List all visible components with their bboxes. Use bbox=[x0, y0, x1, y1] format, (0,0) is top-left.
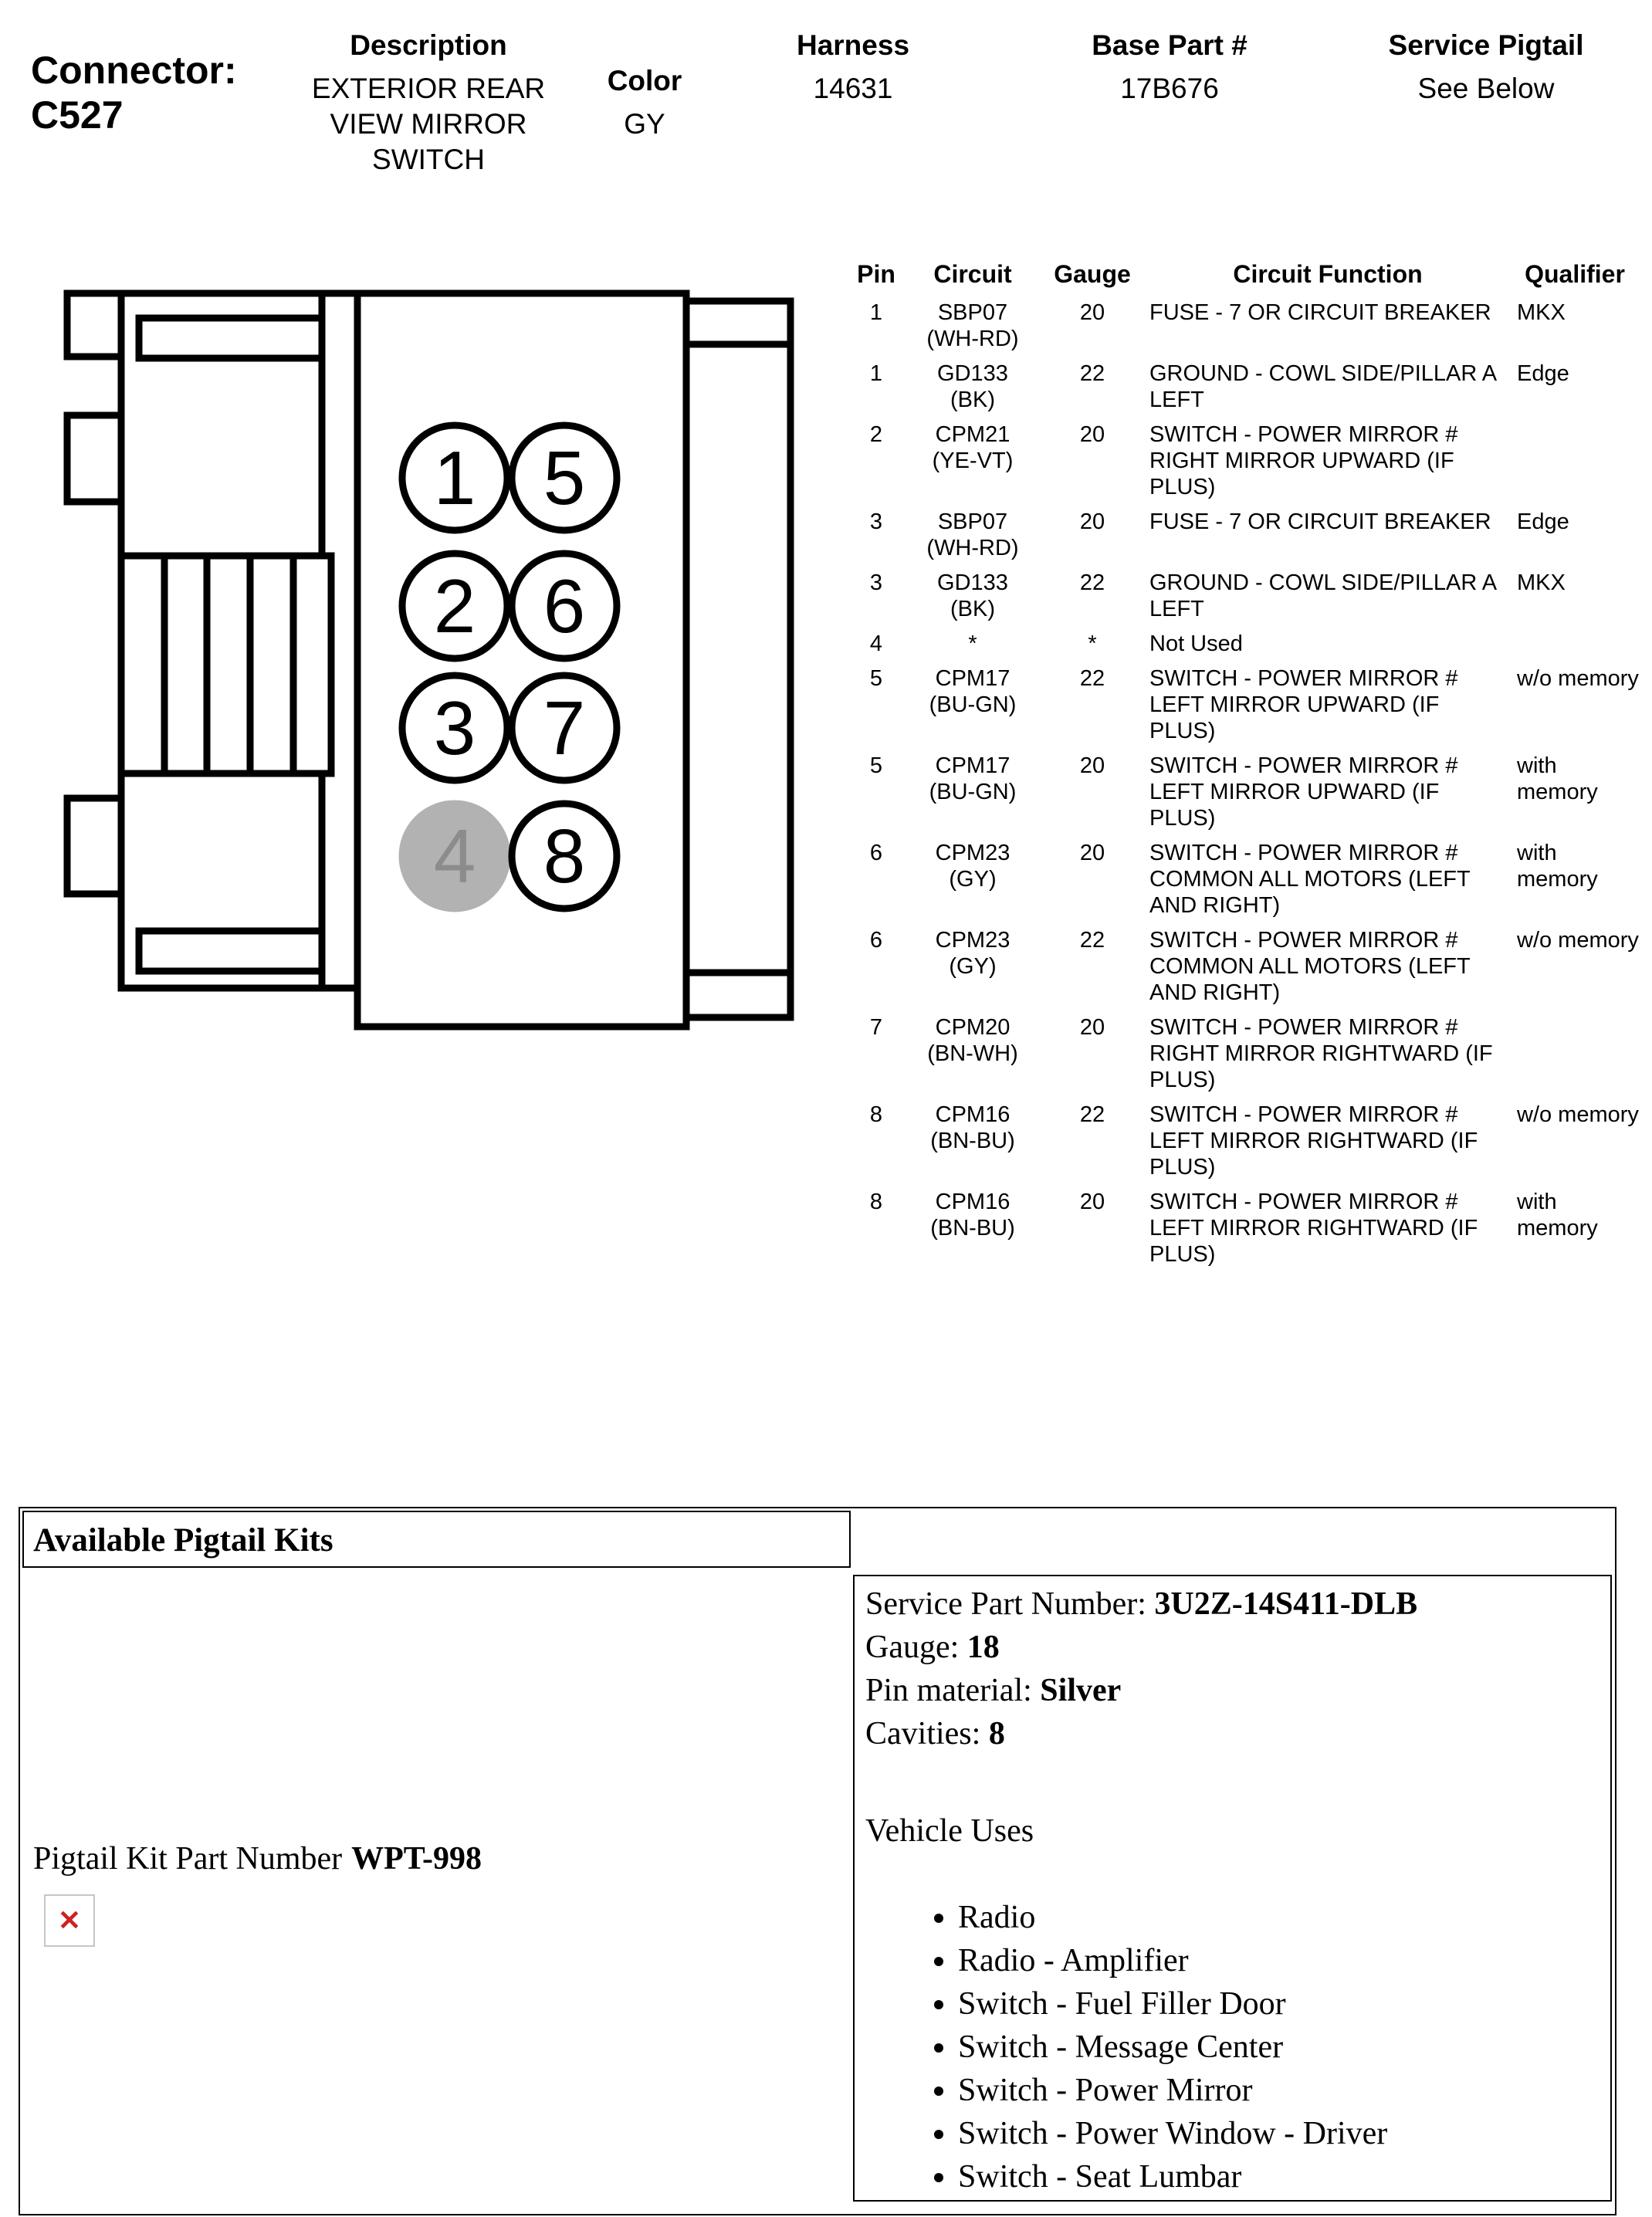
vehicle-use-item: • Radio - Amplifier bbox=[958, 1939, 1600, 1982]
pin-table bbox=[845, 261, 1652, 1276]
detail-label: Pin material: bbox=[865, 1673, 1041, 1708]
pigtail-detail-line bbox=[865, 1712, 1600, 1755]
circuit-color: (BK) bbox=[950, 597, 995, 621]
cell-pin: 6 bbox=[869, 928, 883, 953]
circuit-code: * bbox=[968, 631, 977, 656]
cell-circuit bbox=[907, 421, 1038, 500]
base-part-label: Base Part # bbox=[1092, 29, 1247, 61]
cell-pin: 2 bbox=[869, 422, 883, 447]
detail-label: Service Part Number: bbox=[865, 1586, 1155, 1622]
cell-qualifier: MKX bbox=[1517, 300, 1566, 325]
cell-qualifier: with memory bbox=[1517, 841, 1598, 892]
connector-right-cap bbox=[686, 301, 790, 1017]
header-col-color bbox=[594, 65, 695, 142]
pin-table-row bbox=[845, 1189, 1652, 1268]
cell-gauge: 20 bbox=[1079, 300, 1105, 325]
cell-circuit bbox=[907, 753, 1038, 831]
cell-circuit-function: GROUND - COWL SIDE/PILLAR A LEFT bbox=[1149, 570, 1496, 621]
circuit-color: (BU-GN) bbox=[929, 780, 1017, 804]
cell-circuit-function: SWITCH - POWER MIRROR # COMMON ALL MOTORS (LEFT AND RIGHT) bbox=[1149, 841, 1471, 918]
available-pigtail-kits-table bbox=[19, 1507, 1616, 2215]
connector-pin-number-6: 6 bbox=[543, 564, 586, 648]
circuit-code: SBP07 bbox=[937, 300, 1008, 325]
circuit-color: (BN-WH) bbox=[927, 1041, 1018, 1066]
vehicle-use-item: • Switch - Power Window - Driver bbox=[958, 2112, 1600, 2155]
cell-qualifier bbox=[1509, 421, 1640, 500]
cell-pin: 4 bbox=[869, 631, 883, 656]
circuit-code: CPM17 bbox=[935, 753, 1010, 778]
pigtail-kit-label: Pigtail Kit Part Number bbox=[33, 1841, 343, 1877]
pin-table-row bbox=[845, 360, 1652, 413]
detail-label: Cavities: bbox=[865, 1716, 989, 1752]
detail-value: 8 bbox=[988, 1716, 1005, 1752]
circuit-color: (BU-GN) bbox=[929, 692, 1017, 717]
cell-gauge: 22 bbox=[1079, 361, 1105, 386]
connector-pin-number-5: 5 bbox=[543, 435, 586, 520]
header-qualifier: Qualifier bbox=[1525, 260, 1625, 288]
broken-image-icon bbox=[44, 1894, 95, 1947]
connector-id: C527 bbox=[31, 93, 124, 137]
cell-circuit bbox=[907, 840, 1038, 919]
connector-label: Connector: bbox=[31, 49, 237, 92]
circuit-code: CPM21 bbox=[935, 422, 1010, 447]
pin-table-row bbox=[845, 509, 1652, 561]
circuit-code: CPM17 bbox=[935, 666, 1010, 691]
pigtail-detail-line bbox=[865, 1582, 1600, 1626]
description-value: EXTERIOR REAR VIEW MIRROR SWITCH bbox=[311, 73, 546, 175]
cell-circuit bbox=[907, 631, 1038, 657]
cell-circuit-function: GROUND - COWL SIDE/PILLAR A LEFT bbox=[1149, 361, 1496, 412]
cell-circuit bbox=[907, 360, 1038, 413]
cell-gauge: 22 bbox=[1079, 570, 1105, 595]
cell-circuit bbox=[907, 509, 1038, 561]
cell-circuit-function: SWITCH - POWER MIRROR # COMMON ALL MOTORS (LEFT AND RIGHT) bbox=[1149, 928, 1471, 1005]
detail-value: 18 bbox=[966, 1630, 1000, 1665]
color-value: GY bbox=[624, 108, 665, 140]
harness-label: Harness bbox=[796, 29, 910, 61]
pin-table-header bbox=[845, 261, 1652, 287]
cell-circuit-function: SWITCH - POWER MIRROR # RIGHT MIRROR UPWARD (IF PLUS) bbox=[1149, 422, 1458, 499]
circuit-color: (BK) bbox=[950, 388, 995, 412]
vehicle-uses-list bbox=[865, 1896, 1600, 2198]
cell-gauge: 22 bbox=[1079, 1102, 1105, 1127]
cell-circuit-function: SWITCH - POWER MIRROR # RIGHT MIRROR RIGHTWARD (IF PLUS) bbox=[1149, 1015, 1493, 1092]
pin-table-rows bbox=[845, 300, 1652, 1268]
cell-circuit-function: SWITCH - POWER MIRROR # LEFT MIRROR RIGHTWARD (IF PLUS) bbox=[1149, 1102, 1478, 1180]
cell-circuit-function: Not Used bbox=[1149, 631, 1243, 656]
circuit-code: CPM16 bbox=[935, 1102, 1010, 1127]
circuit-color: (GY) bbox=[949, 954, 997, 979]
cell-gauge: 20 bbox=[1079, 509, 1105, 534]
vehicle-use-item: • Switch - Fuel Filler Door bbox=[958, 1982, 1600, 2026]
pigtail-detail-line bbox=[865, 1626, 1600, 1669]
cell-pin: 1 bbox=[869, 300, 883, 325]
harness-value: 14631 bbox=[813, 73, 893, 104]
circuit-code: CPM23 bbox=[935, 841, 1010, 865]
cell-circuit bbox=[907, 300, 1038, 352]
red-x-glyph: ✕ bbox=[57, 1904, 82, 1936]
cell-circuit bbox=[907, 927, 1038, 1006]
header-col-base-part bbox=[1065, 29, 1274, 107]
connector-diagram bbox=[54, 286, 803, 1050]
cell-gauge: 20 bbox=[1079, 753, 1105, 778]
connector-pin-number-3: 3 bbox=[433, 685, 476, 770]
base-part-value: 17B676 bbox=[1120, 73, 1219, 104]
cell-qualifier: with memory bbox=[1517, 1190, 1598, 1241]
pigtail-details bbox=[865, 1582, 1600, 1755]
cell-circuit-function: SWITCH - POWER MIRROR # LEFT MIRROR UPWARD (IF PLUS) bbox=[1149, 666, 1458, 743]
cell-circuit bbox=[907, 1189, 1038, 1268]
cell-circuit-function: FUSE - 7 OR CIRCUIT BREAKER bbox=[1149, 300, 1491, 325]
circuit-color: (BN-BU) bbox=[930, 1129, 1015, 1153]
connector-pin-number-2: 2 bbox=[433, 564, 476, 648]
color-label: Color bbox=[607, 65, 682, 96]
cell-gauge: 20 bbox=[1079, 422, 1105, 447]
cell-pin: 3 bbox=[869, 509, 883, 534]
cell-gauge: * bbox=[1088, 631, 1097, 656]
vehicle-use-item: • Switch - Power Mirror bbox=[958, 2069, 1600, 2112]
header-circuit-function: Circuit Function bbox=[1233, 260, 1423, 288]
vehicle-uses-title: Vehicle Uses bbox=[865, 1813, 1034, 1849]
cell-circuit-function: FUSE - 7 OR CIRCUIT BREAKER bbox=[1149, 509, 1491, 534]
circuit-code: CPM20 bbox=[935, 1015, 1010, 1040]
cell-gauge: 20 bbox=[1079, 1190, 1105, 1214]
connector-pin-number-4: 4 bbox=[433, 814, 476, 899]
detail-value: Silver bbox=[1040, 1673, 1122, 1708]
cell-gauge: 22 bbox=[1079, 666, 1105, 691]
cell-pin: 7 bbox=[869, 1015, 883, 1040]
circuit-code: CPM23 bbox=[935, 928, 1010, 953]
header-circuit: Circuit bbox=[933, 260, 1012, 288]
pigtail-kit-cell bbox=[22, 1575, 851, 2208]
pigtail-kit-line bbox=[33, 1840, 482, 1877]
cell-gauge: 20 bbox=[1079, 841, 1105, 865]
cell-qualifier: w/o memory bbox=[1517, 666, 1639, 691]
header-col-description bbox=[297, 29, 560, 178]
header-col-harness bbox=[764, 29, 942, 107]
detail-value: 3U2Z-14S411-DLB bbox=[1154, 1586, 1418, 1622]
pin-table-row bbox=[845, 840, 1652, 919]
service-part-cell bbox=[853, 1575, 1612, 2202]
pin-table-row bbox=[845, 300, 1652, 352]
cell-qualifier: with memory bbox=[1517, 753, 1598, 804]
vehicle-use-item: • Switch - Message Center bbox=[958, 2026, 1600, 2069]
circuit-code: SBP07 bbox=[937, 509, 1008, 534]
header-gauge: Gauge bbox=[1054, 260, 1131, 288]
circuit-color: (WH-RD) bbox=[926, 327, 1019, 351]
cell-qualifier: Edge bbox=[1517, 509, 1569, 534]
connector-slot-grid bbox=[121, 556, 331, 773]
cell-circuit-function: SWITCH - POWER MIRROR # LEFT MIRROR UPWARD (IF PLUS) bbox=[1149, 753, 1458, 831]
cell-gauge: 22 bbox=[1079, 928, 1105, 953]
connector-pin-number-7: 7 bbox=[543, 685, 586, 770]
cell-circuit bbox=[907, 1102, 1038, 1180]
cell-circuit bbox=[907, 1014, 1038, 1093]
circuit-color: (GY) bbox=[949, 867, 997, 892]
pin-table-row bbox=[845, 631, 1652, 657]
pigtail-kit-number: WPT-998 bbox=[351, 1841, 482, 1877]
cell-qualifier: w/o memory bbox=[1517, 1102, 1639, 1127]
cell-pin: 5 bbox=[869, 753, 883, 778]
detail-label: Gauge: bbox=[865, 1630, 967, 1665]
circuit-code: GD133 bbox=[937, 570, 1008, 595]
cell-gauge: 20 bbox=[1079, 1015, 1105, 1040]
connector-pin-number-8: 8 bbox=[543, 814, 586, 899]
connector-tab-upper bbox=[67, 415, 121, 502]
connector-title bbox=[31, 48, 237, 137]
cell-pin: 6 bbox=[869, 841, 883, 865]
vehicle-use-item: • Switch - Seat Lumbar bbox=[958, 2155, 1600, 2198]
cell-qualifier: Edge bbox=[1517, 361, 1569, 386]
vehicle-use-item: • Radio bbox=[958, 1896, 1600, 1939]
pin-table-row bbox=[845, 1014, 1652, 1093]
header-pin: Pin bbox=[857, 260, 895, 288]
pin-table-row bbox=[845, 570, 1652, 622]
cell-pin: 5 bbox=[869, 666, 883, 691]
pin-table-row bbox=[845, 753, 1652, 831]
pin-table-row bbox=[845, 421, 1652, 500]
pin-table-row bbox=[845, 665, 1652, 744]
cell-pin: 3 bbox=[869, 570, 883, 595]
cell-qualifier bbox=[1509, 631, 1640, 657]
circuit-color: (WH-RD) bbox=[926, 536, 1019, 560]
cell-qualifier: w/o memory bbox=[1517, 928, 1639, 953]
circuit-color: (BN-BU) bbox=[930, 1216, 1015, 1241]
connector-body bbox=[357, 293, 686, 1027]
connector-pin-number-1: 1 bbox=[433, 435, 476, 520]
pigtail-kits-title: Available Pigtail Kits bbox=[22, 1511, 851, 1568]
circuit-code: CPM16 bbox=[935, 1190, 1010, 1214]
cell-qualifier bbox=[1509, 1014, 1640, 1093]
cell-pin: 1 bbox=[869, 361, 883, 386]
service-pigtail-label: Service Pigtail bbox=[1388, 29, 1584, 61]
cell-circuit bbox=[907, 570, 1038, 622]
pigtail-detail-line bbox=[865, 1669, 1600, 1712]
cell-pin: 8 bbox=[869, 1102, 883, 1127]
circuit-color: (YE-VT) bbox=[932, 448, 1014, 473]
description-label: Description bbox=[350, 29, 507, 61]
cell-circuit bbox=[907, 665, 1038, 744]
cell-qualifier: MKX bbox=[1517, 570, 1566, 595]
service-pigtail-value: See Below bbox=[1417, 73, 1555, 104]
connector-tab-lower bbox=[67, 798, 121, 894]
pin-table-row bbox=[845, 1102, 1652, 1180]
cell-pin: 8 bbox=[869, 1190, 883, 1214]
circuit-code: GD133 bbox=[937, 361, 1008, 386]
header-col-service-pigtail bbox=[1374, 29, 1598, 107]
pin-table-row bbox=[845, 927, 1652, 1006]
cell-circuit-function: SWITCH - POWER MIRROR # LEFT MIRROR RIGHTWARD (IF PLUS) bbox=[1149, 1190, 1478, 1267]
